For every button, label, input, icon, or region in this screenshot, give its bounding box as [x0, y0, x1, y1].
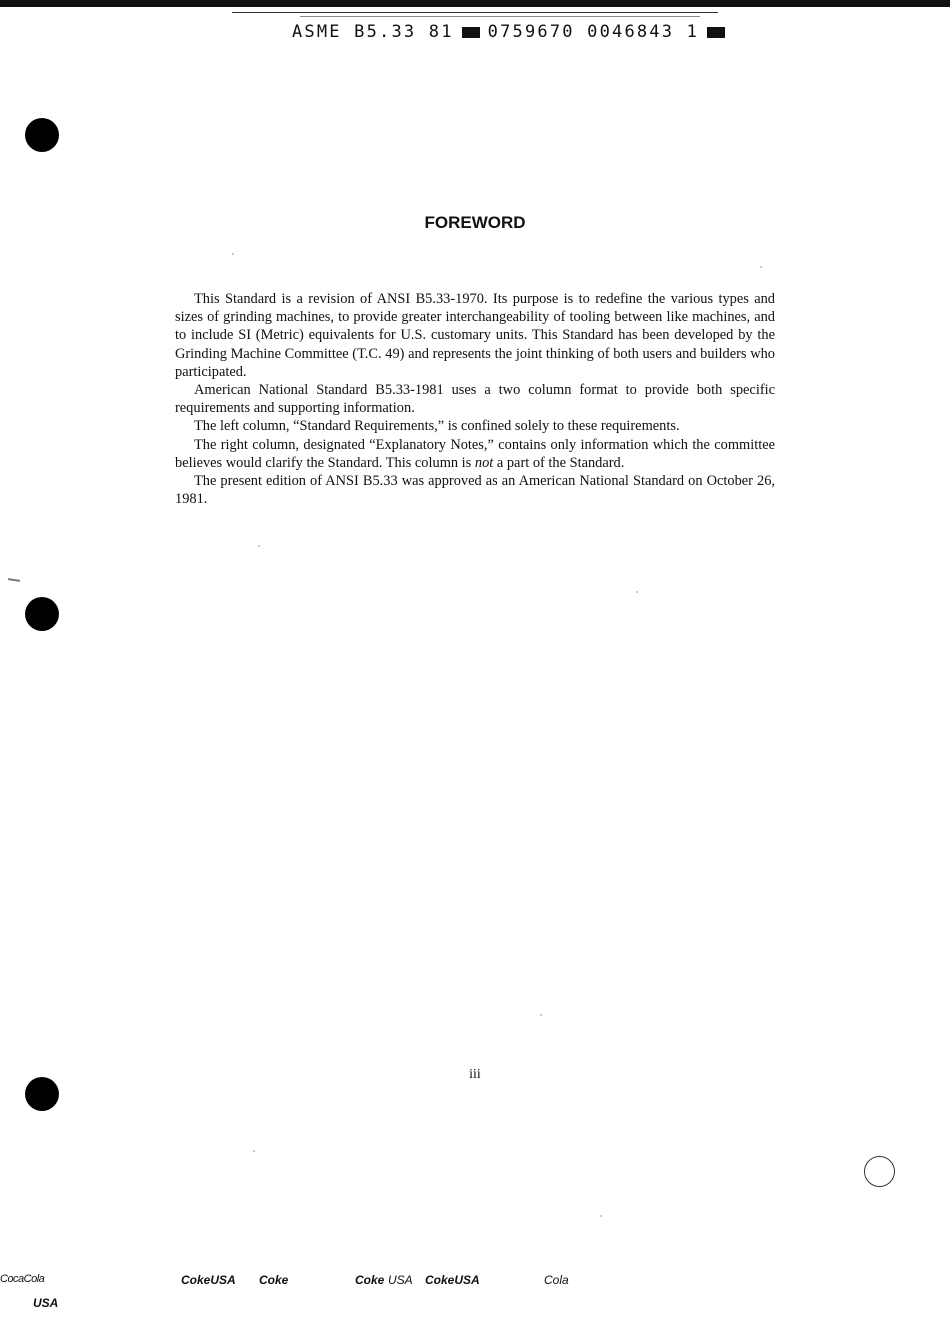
black-block-icon	[462, 27, 480, 38]
paragraph: The present edition of ANSI B5.33 was approved as an American National Standard on October 26, 1981.	[175, 473, 775, 508]
watermark-text: CokeUSA	[425, 1273, 480, 1287]
watermark-logo: CocaCola	[0, 1273, 45, 1285]
emphasis-text: not	[474, 454, 494, 471]
paragraph	[175, 436, 775, 472]
scan-mark	[8, 578, 20, 582]
document-code-prefix: ASME B5.33 81	[292, 22, 454, 42]
paragraph: American National Standard B5.33-1981 uses a two column format to provide both specific requirements and supporting information.	[175, 382, 775, 417]
scan-speck	[232, 253, 234, 255]
scan-speck	[600, 1215, 602, 1217]
scan-speck	[636, 591, 638, 593]
paragraph: This Standard is a revision of ANSI B5.33-1970. Its purpose is to redefine the various types and sizes of grinding machines, to provide greater interchangeability of tooling between like machines, and to include SI (Metric) equivalents for U.S. customary units. This Standard has been developed by the Grinding Machine Committee (T.C. 49) and represents the joint thinking of both users and builders who participated.	[175, 291, 775, 380]
foreword-body	[175, 290, 775, 508]
paragraph-text: a part of the Standard.	[493, 454, 625, 471]
page-title: FOREWORD	[424, 213, 526, 232]
paragraph-text: The right column, designated “Explanatory Notes,” contains only information which the committee believes would clarify the Standard. This column is	[175, 436, 775, 471]
header-rule	[232, 12, 718, 13]
punch-hole-icon	[25, 118, 59, 152]
top-border	[0, 0, 950, 7]
watermark-text: USA	[33, 1296, 59, 1310]
page-number: iii	[469, 1067, 481, 1082]
black-block-icon	[707, 27, 725, 38]
document-code-line	[292, 22, 733, 42]
document-code-suffix: 0759670 0046843 1	[487, 22, 700, 42]
watermark-text: CokeUSA	[181, 1273, 236, 1287]
scan-speck	[540, 1014, 542, 1016]
paragraph: The left column, “Standard Requirements,” is confined solely to these requirements.	[194, 418, 680, 435]
scan-speck	[253, 1150, 255, 1152]
watermark-text: Coke	[355, 1273, 385, 1287]
header-rule-secondary	[300, 16, 700, 17]
watermark-text: USA	[388, 1273, 413, 1287]
watermark-text: Cola	[544, 1273, 569, 1287]
scan-speck	[258, 545, 260, 547]
scan-speck	[760, 266, 762, 268]
punch-hole-icon	[25, 597, 59, 631]
watermark-text: Coke	[259, 1273, 289, 1287]
circle-mark-icon	[864, 1156, 895, 1187]
